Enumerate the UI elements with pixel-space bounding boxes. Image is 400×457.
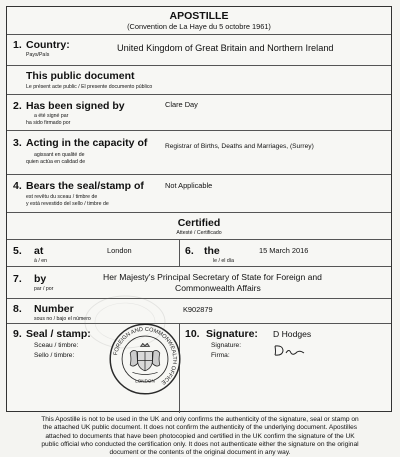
footer-disclaimer [0, 416, 400, 457]
at-value: London [107, 246, 132, 255]
country-value: United Kingdom of Great Britain and Northern Ireland [117, 43, 334, 53]
royal-arms-icon [130, 343, 160, 374]
certified-sub-label: Attesté / Certificado [176, 230, 222, 236]
seal-signature-row [7, 324, 391, 413]
seal-ring-text: FOREIGN AND COMMONWEALTH OFFICE [113, 326, 178, 386]
seal-stamp-of-sub-label-1: est revêtu du sceau / timbre de [26, 194, 98, 200]
handwritten-signature [272, 343, 306, 357]
at-date-divider [179, 240, 180, 266]
at-date-row [7, 240, 391, 267]
title: APOSTILLE [169, 10, 229, 22]
signature-field-number: 10. [185, 328, 200, 340]
fco-seal-stamp [108, 322, 182, 396]
number-field-label: Number [34, 303, 74, 315]
country-sub-label: Pays/País [26, 52, 50, 58]
signed-by-value: Clare Day [165, 100, 198, 109]
signed-by-sub-label-1: a été signé par [34, 113, 69, 119]
country-number: 1. [13, 39, 22, 51]
public-document-row [7, 66, 391, 95]
by-value-line-1: Her Majesty's Principal Secretary of State for Foreign and [103, 272, 322, 282]
signed-by-number: 2. [13, 100, 22, 112]
seal-stamp-of-sub-label-2: y está revestido del sello / timbre de [26, 201, 109, 207]
signed-by-sub-label-2: ha sido firmado por [26, 120, 71, 126]
number-field-value: K902879 [183, 305, 213, 314]
certified-row [7, 213, 391, 240]
signature-field-value: D Hodges [273, 329, 312, 339]
public-document-label: This public document [26, 70, 135, 82]
seal-stamp-of-value: Not Applicable [165, 181, 213, 190]
by-number: 7. [13, 273, 22, 285]
by-value-line-2: Commonwealth Affairs [175, 283, 261, 293]
seal-stamp-of-number: 4. [13, 180, 22, 192]
the-date-sub-label: le / el día [213, 258, 235, 264]
footer-line-3: attached to documents that have been photocopied and certified in the UK confirm the signature of the UK [45, 432, 355, 440]
number-field-sub-label: sous no / bajo el número [34, 316, 91, 322]
the-date-value: 15 March 2016 [259, 246, 309, 255]
by-sub-label: par / por [34, 286, 54, 292]
apostille-certificate [6, 6, 392, 412]
capacity-sub-label-2: quien actúa en calidad de [26, 159, 86, 165]
public-document-sub-label: Le présent acte public / El presente documento público [26, 84, 153, 90]
country-row [7, 35, 391, 66]
capacity-sub-label-1: agissant en qualité de [34, 152, 85, 158]
seal-stamp-of-row [7, 175, 391, 213]
signed-by-row [7, 95, 391, 131]
signature-field-sub-label-2: Firma: [211, 352, 230, 359]
number-row [7, 299, 391, 324]
by-row [7, 267, 391, 299]
the-date-number: 6. [185, 245, 194, 257]
signed-by-label: Has been signed by [26, 100, 125, 112]
capacity-label: Acting in the capacity of [26, 137, 148, 149]
at-label: at [34, 245, 44, 257]
at-number: 5. [13, 245, 22, 257]
at-sub-label: à / en [34, 258, 47, 264]
subtitle: (Convention de La Haye du 5 octobre 1961) [127, 22, 271, 31]
footer-line-5: document or the contents of the original document in any way. [109, 449, 291, 457]
capacity-row [7, 131, 391, 175]
seal-stamp-of-label: Bears the seal/stamp of [26, 180, 144, 192]
signature-field-label: Signature: [206, 328, 258, 340]
seal-bottom-text: LONDON [135, 378, 155, 384]
the-date-label: the [204, 245, 220, 257]
number-field-number: 8. [13, 303, 22, 315]
header-row [7, 7, 391, 35]
seal-field-sub-label-2: Sello / timbre: [34, 352, 75, 359]
capacity-value: Registrar of Births, Deaths and Marriages, (Surrey) [165, 143, 314, 150]
seal-field-label: Seal / stamp: [26, 328, 91, 340]
capacity-number: 3. [13, 137, 22, 149]
footer-line-1: This Apostille is not to be used in the UK and only confirms the authenticity of the signature, seal or stamp on [41, 416, 359, 423]
seal-field-number: 9. [13, 328, 22, 340]
footer-line-2: the attached UK public document. It does not confirm the authenticity of the underlying document. Apostilles [42, 424, 358, 432]
footer-line-4: public official who conducted the certification only. It does not authenticate either the signature on the original [41, 440, 359, 448]
seal-field-sub-label-1: Sceau / timbre: [34, 342, 79, 349]
country-label: Country: [26, 39, 70, 51]
by-label: by [34, 273, 47, 285]
certified-label: Certified [177, 217, 221, 229]
signature-field-sub-label-1: Signature: [211, 342, 242, 349]
